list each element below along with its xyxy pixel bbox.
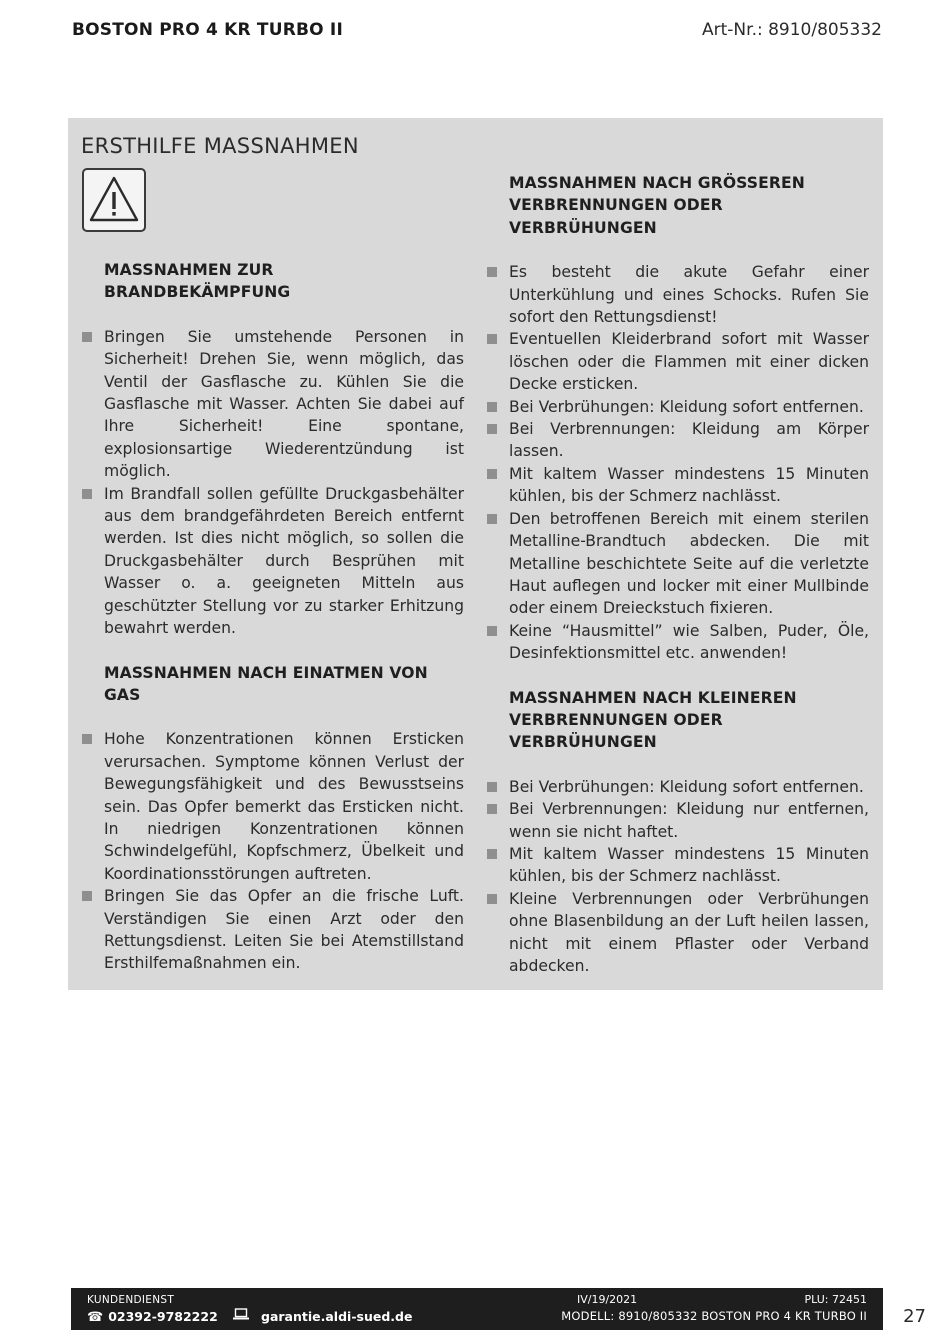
bullet-square-icon <box>487 804 497 814</box>
bullet-square-icon <box>487 334 497 344</box>
list-item: Eventuellen Kleiderbrand sofort mit Wasser löschen oder die Flammen mit einer dicken Decke ersticken. <box>509 328 869 395</box>
warranty-website-link[interactable]: garantie.aldi-sued.de <box>261 1309 413 1324</box>
left-column <box>104 259 464 975</box>
bullet-square-icon <box>487 514 497 524</box>
list-item: Keine “Hausmittel” wie Salben, Puder, Öle, Desinfektionsmittel etc. anwenden! <box>509 620 869 665</box>
list-item: Im Brandfall sollen gefüllte Druckgasbehälter aus dem brandgefährdeten Bereich entfernt werden. Ist dies nicht möglich, so sollen die Druckgasbehälter durch Besprühen mit Wasser o. a. geeigneten Mitteln aus geschützter Stellung vor zu starker Erhitzung bewahrt werden. <box>104 483 464 640</box>
bullet-square-icon <box>487 894 497 904</box>
section-heading-major-burns: MASSNAHMEN NACH GRÖSSEREN VERBRENNUNGEN ODER VERBRÜHUNGEN <box>509 174 805 237</box>
bullet-square-icon <box>82 891 92 901</box>
list-item: Hohe Konzentrationen können Ersticken verursachen. Symptome können Verlust der Bewegungsfähigkeit und des Bewusstseins sein. Das Opfer bemerkt das Ersticken nicht. In niedrigen Konzentrationen können Schwindelgefühl, Kopfschmerz, Übelkeit und Koordinationsstörungen auftreten. <box>104 728 464 885</box>
footer-bar <box>71 1288 883 1330</box>
list-item: Bringen Sie das Opfer an die frische Luft. Verständigen Sie einen Arzt oder den Rettungsdienst. Leiten Sie bei Atemstillstand Ersthilfemaßnahmen ein. <box>104 885 464 975</box>
list-item: Bringen Sie umstehende Personen in Sicherheit! Drehen Sie, wenn möglich, das Ventil der Gasflasche zu. Kühlen Sie die Gasflasche mit Wasser. Achten Sie dabei auf Ihre Sicherheit! Eine spontane, explosionsartige Wiederentzündung ist möglich. <box>104 326 464 483</box>
list-item: Mit kaltem Wasser mindestens 15 Minuten kühlen, bis der Schmerz nachlässt. <box>509 463 869 508</box>
bullet-square-icon <box>487 267 497 277</box>
bullet-square-icon <box>82 489 92 499</box>
bullet-square-icon <box>487 469 497 479</box>
section-heading-fire: MASSNAHMEN ZUR BRANDBEKÄMPFUNG <box>104 261 291 302</box>
bullet-square-icon <box>487 782 497 792</box>
minor-burns-list <box>509 776 869 978</box>
list-item: Den betroffenen Bereich mit einem sterilen Metalline-Brandtuch abdecken. Die mit Metalline beschichtete Seite auf die verletzte Haut auflegen und locker mit einer Mullbinde oder einem Dreieckstuch fixieren. <box>509 508 869 620</box>
section-heading-minor-burns: MASSNAHMEN NACH KLEINEREN VERBRENNUNGEN ODER VERBRÜHUNGEN <box>509 688 797 752</box>
warning-triangle-icon <box>82 168 146 232</box>
fire-list <box>104 326 464 640</box>
bullet-square-icon <box>487 626 497 636</box>
list-item: Es besteht die akute Gefahr einer Unterkühlung und eines Schocks. Rufen Sie sofort den Rettungsdienst! <box>509 261 869 328</box>
revision-date: IV/19/2021 <box>577 1293 638 1306</box>
list-item: Bei Verbrennungen: Kleidung am Körper lassen. <box>509 418 869 463</box>
bullet-square-icon <box>487 402 497 412</box>
list-item: Kleine Verbrennungen oder Verbrühungen ohne Blasenbildung an der Luft heilen lassen, nicht mit einem Pflaster oder Verband abdecken. <box>509 888 869 978</box>
service-label: KUNDENDIENST <box>87 1294 175 1306</box>
major-burns-list <box>509 261 869 664</box>
panel-title: ERSTHILFE MASSNAHMEN <box>81 134 359 158</box>
page-number: 27 <box>903 1306 926 1327</box>
bullet-square-icon <box>487 849 497 859</box>
first-aid-panel <box>68 118 883 990</box>
list-item: Mit kaltem Wasser mindestens 15 Minuten kühlen, bis der Schmerz nachlässt. <box>509 843 869 888</box>
bullet-square-icon <box>82 332 92 342</box>
bullet-square-icon <box>487 424 497 434</box>
model-info: MODELL: 8910/805332 BOSTON PRO 4 KR TURBO II <box>561 1309 867 1323</box>
product-title: BOSTON PRO 4 KR TURBO II <box>72 20 343 40</box>
list-item: Bei Verbrühungen: Kleidung sofort entfernen. <box>509 776 869 798</box>
plu-number: PLU: 72451 <box>804 1293 867 1306</box>
article-number: Art-Nr.: 8910/805332 <box>702 20 882 40</box>
section-heading-gas: MASSNAHMEN NACH EINATMEN VON GAS <box>104 663 428 704</box>
phone-icon: ☎ <box>87 1310 104 1325</box>
service-phone[interactable]: ☎ 02392-9782222 <box>87 1309 218 1325</box>
bullet-square-icon <box>82 734 92 744</box>
list-item: Bei Verbrühungen: Kleidung sofort entfernen. <box>509 396 869 418</box>
laptop-icon <box>233 1308 249 1320</box>
list-item: Bei Verbrennungen: Kleidung nur entfernen, wenn sie nicht haftet. <box>509 798 869 843</box>
gas-list <box>104 728 464 974</box>
right-column <box>509 172 869 977</box>
